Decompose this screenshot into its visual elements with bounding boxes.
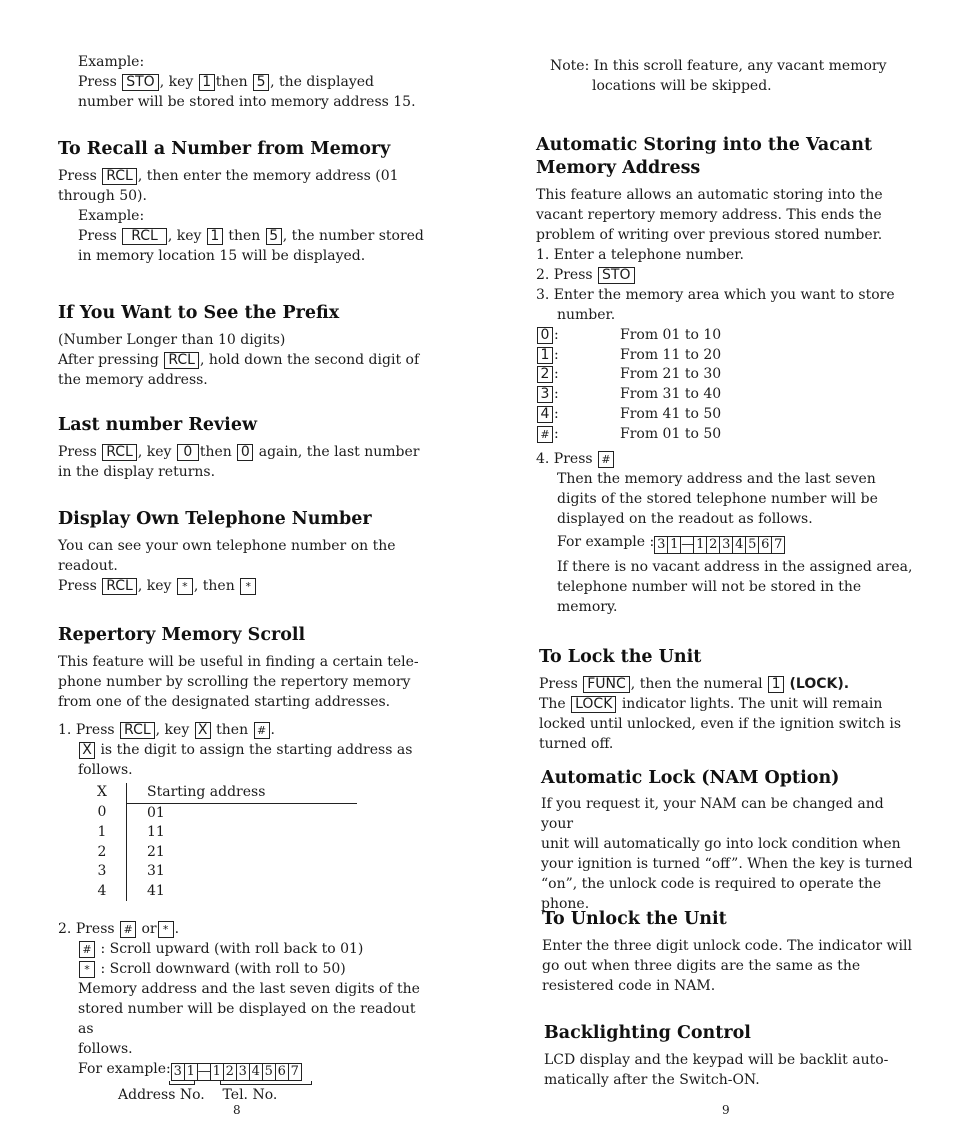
- backlight-section: [544, 1022, 916, 1090]
- address-brace: [169, 1081, 195, 1085]
- display-readout: [654, 536, 785, 554]
- scroll-line-3: from one of the designated starting addresses.: [58, 694, 391, 710]
- auto-store-step-4: 4. Press #: [536, 449, 916, 469]
- scroll-step-1: 1. Press RCL , key X then # .: [58, 722, 275, 738]
- memory-area-row: 3 : From 31 to 40: [536, 385, 916, 405]
- recall-example-line: Press RCL , key 1 then 5 , the number stored: [78, 228, 424, 244]
- rcl-key: RCL: [122, 228, 167, 245]
- readout-digit: —: [681, 537, 695, 553]
- prefix-line-3: the memory address.: [58, 372, 208, 388]
- scroll-for-example: For example: 3 1 — 1 2 3 4 5 6 7: [58, 1059, 428, 1081]
- unlock-heading: To Unlock the Unit: [542, 909, 727, 929]
- note-line-1: Note: In this scroll feature, any vacant memory: [550, 58, 887, 74]
- page-number-left: 8: [233, 1103, 241, 1117]
- readout-legend: Address No. Tel. No.: [118, 1087, 278, 1103]
- own-number-line-3: Press RCL , key * , then *: [58, 576, 428, 596]
- scroll-mem-line-2: stored number will be displayed on the readout as: [78, 1001, 416, 1037]
- area-range: From 11 to 20: [620, 346, 722, 363]
- scroll-mem-line-3: follows.: [78, 1041, 133, 1057]
- rcl-key: RCL: [120, 722, 155, 739]
- x-cell: 0: [78, 803, 127, 823]
- recall-example-label: Example:: [78, 208, 145, 224]
- x-cell: 4: [78, 882, 127, 902]
- area-key: 0: [537, 327, 553, 344]
- readout-braces: [58, 1081, 428, 1087]
- address-cell: 11: [147, 824, 165, 840]
- x-cell: 2: [78, 843, 127, 863]
- x-cell: X: [78, 783, 127, 803]
- hash-key: #: [598, 451, 614, 468]
- own-number-section: [58, 508, 428, 596]
- memory-area-list: [536, 326, 916, 444]
- rcl-key: RCL: [102, 168, 137, 185]
- then-line-2: digits of the stored telephone number will be: [557, 491, 878, 508]
- own-number-line-2: readout.: [58, 558, 118, 574]
- scroll-mem-line-1: Memory address and the last seven digits of the: [78, 981, 420, 997]
- readout-digit: 3: [172, 1064, 185, 1080]
- display-readout: [171, 1063, 302, 1081]
- auto-store-heading-1: Automatic Storing into the Vacant: [536, 135, 873, 155]
- scroll-star-desc: * : Scroll downward (with roll to 50): [58, 959, 428, 979]
- rcl-key: RCL: [164, 352, 199, 369]
- auto-store-step-3b: number.: [557, 307, 616, 323]
- auto-store-section: [536, 134, 916, 617]
- auto-store-line-3: problem of writing over previous stored number.: [536, 227, 883, 243]
- star-key: *: [79, 961, 95, 978]
- right-for-example: For example : 3 1 — 1 2 3 4 5 6 7: [536, 532, 916, 554]
- key-1: 1: [207, 228, 223, 245]
- readout-digit: 3: [655, 537, 668, 553]
- memory-area-row: 2 : From 21 to 30: [536, 365, 916, 385]
- auto-store-step-1: 1. Enter a telephone number.: [536, 247, 744, 263]
- key-x: X: [79, 742, 95, 759]
- auto-store-step-3: 3. Enter the memory area which you want to store: [536, 287, 895, 303]
- address-cell: 31: [147, 863, 165, 879]
- readout-digit: 5: [746, 537, 759, 553]
- key-1: 1: [199, 74, 215, 91]
- tel-brace: [220, 1081, 312, 1085]
- vacant-line-3: memory.: [557, 599, 618, 616]
- auto-lock-line-1: If you request it, your NAM can be changed and your: [541, 796, 884, 832]
- memory-area-row: 4 : From 41 to 50: [536, 405, 916, 425]
- unlock-line-2: go out when three digits are the same as the: [542, 958, 861, 974]
- recall-line-1: Press RCL , then enter the memory address (01: [58, 168, 399, 184]
- area-range: From 01 to 50: [620, 425, 722, 442]
- table-row: [78, 803, 357, 823]
- readout-digit: —: [197, 1064, 211, 1079]
- area-key: 1: [537, 347, 553, 364]
- recall-example-line-2: in memory location 15 will be displayed.: [78, 248, 366, 264]
- recall-line-2: through 50).: [58, 188, 147, 204]
- example-line: Press STO , key 1 then 5 , the displayed: [78, 74, 374, 90]
- area-key: #: [537, 426, 553, 443]
- auto-lock-heading: Automatic Lock (NAM Option): [541, 768, 840, 788]
- recall-section: [58, 138, 428, 266]
- last-review-heading: Last number Review: [58, 415, 258, 435]
- star-key: *: [240, 578, 256, 595]
- auto-lock-line-2: unit will automatically go into lock condition when: [541, 836, 901, 852]
- example-store: [58, 52, 428, 112]
- key-0: 0: [177, 444, 199, 461]
- prefix-section: [58, 302, 428, 390]
- scroll-heading: Repertory Memory Scroll: [58, 625, 306, 645]
- readout-digit: 1: [185, 1064, 198, 1080]
- own-number-heading: Display Own Telephone Number: [58, 509, 372, 529]
- scroll-line-2: phone number by scrolling the repertory memory: [58, 674, 411, 690]
- readout-digit: 1: [668, 537, 681, 553]
- unlock-line-1: Enter the three digit unlock code. The indicator will: [542, 938, 912, 954]
- table-row: [78, 882, 357, 902]
- prefix-line-1: (Number Longer than 10 digits): [58, 332, 286, 348]
- lock-heading: To Lock the Unit: [539, 647, 702, 667]
- lock-line-2: The LOCK indicator lights. The unit will remain: [539, 696, 883, 712]
- rcl-key: RCL: [102, 578, 137, 595]
- rcl-key: RCL: [102, 444, 137, 461]
- key-1: 1: [768, 676, 784, 693]
- auto-store-line-2: vacant repertory memory address. This ends the: [536, 207, 882, 223]
- example-line-2: number will be stored into memory address 15.: [78, 94, 416, 110]
- memory-area-row: 0 : From 01 to 10: [536, 326, 916, 346]
- lock-line-3: locked until unlocked, even if the ignition switch is: [539, 716, 902, 732]
- auto-lock-line-5: phone.: [541, 896, 590, 912]
- area-key: 3: [537, 386, 553, 403]
- recall-heading: To Recall a Number from Memory: [58, 139, 391, 159]
- auto-store-heading-2: Memory Address: [536, 158, 701, 178]
- readout-digit: 1: [211, 1064, 224, 1080]
- then-line-3: displayed on the readout as follows.: [557, 511, 813, 528]
- address-cell: 41: [147, 882, 165, 899]
- auto-store-step-2: 2. Press STO: [536, 265, 916, 285]
- readout-digit: 2: [707, 537, 720, 553]
- note-line-2: locations will be skipped.: [592, 78, 772, 94]
- readout-digit: 4: [733, 537, 746, 553]
- auto-lock-section: [541, 767, 916, 914]
- auto-lock-line-3: your ignition is turned “off”. When the key is turned: [541, 856, 913, 872]
- last-review-line-2: in the display returns.: [58, 464, 216, 480]
- unlock-section: [542, 908, 916, 996]
- backlight-heading: Backlighting Control: [544, 1023, 751, 1043]
- x-cell: 1: [78, 823, 127, 843]
- table-row: [78, 843, 357, 863]
- area-key: 2: [537, 366, 553, 383]
- readout-digit: 5: [263, 1064, 276, 1080]
- then-line-1: Then the memory address and the last seven: [557, 471, 876, 488]
- area-key: 4: [537, 406, 553, 423]
- star-key: *: [177, 578, 193, 595]
- key-x: X: [195, 722, 211, 739]
- example-label: Example:: [78, 54, 145, 70]
- backlight-line-1: LCD display and the keypad will be backlit auto-: [544, 1052, 889, 1068]
- key-5: 5: [266, 228, 282, 245]
- unlock-line-3: resistered code in NAM.: [542, 978, 716, 994]
- table-header-row: [78, 783, 357, 803]
- prefix-line-2: After pressing RCL , hold down the second digit of: [58, 352, 420, 368]
- readout-digit: 2: [224, 1064, 237, 1080]
- vacant-line-2: telephone number will not be stored in the: [557, 579, 862, 596]
- readout-digit: 1: [694, 537, 707, 553]
- vacant-line-1: If there is no vacant address in the assigned area,: [557, 559, 913, 576]
- last-review-section: [58, 414, 428, 482]
- prefix-heading: If You Want to See the Prefix: [58, 303, 340, 323]
- table-row: [78, 823, 357, 843]
- address-cell: Starting address: [127, 783, 358, 803]
- last-review-line-1: Press RCL , key 0 then 0 again, the last number: [58, 444, 420, 460]
- lock-section: [539, 646, 916, 754]
- note: [550, 56, 916, 96]
- own-number-line-1: You can see your own telephone number on the: [58, 538, 396, 554]
- hash-key: #: [254, 722, 270, 739]
- lock-line-1: Press FUNC , then the numeral 1 (LOCK).: [539, 676, 850, 692]
- func-key: FUNC: [583, 676, 630, 693]
- readout-digit: 6: [759, 537, 772, 553]
- address-cell: 01: [147, 804, 165, 821]
- x-cell: 3: [78, 862, 127, 882]
- area-range: From 01 to 10: [620, 327, 722, 343]
- sto-key: STO: [122, 74, 158, 91]
- key-0: 0: [237, 444, 253, 461]
- area-range: From 21 to 30: [620, 366, 722, 383]
- area-range: From 31 to 40: [620, 386, 722, 403]
- star-key: *: [158, 921, 174, 938]
- auto-store-line-1: This feature allows an automatic storing into the: [536, 187, 883, 203]
- auto-lock-line-4: “on”, the unlock code is required to operate the: [541, 876, 882, 892]
- readout-digit: 3: [237, 1064, 250, 1080]
- readout-digit: 7: [290, 1064, 299, 1079]
- readout-digit: 4: [250, 1064, 263, 1080]
- page-number-right: 9: [722, 1103, 730, 1117]
- scroll-x-desc-2: follows.: [78, 762, 133, 778]
- table-row: [78, 862, 357, 882]
- memory-area-row: # : From 01 to 50: [536, 425, 916, 445]
- lock-indicator: LOCK: [571, 696, 616, 713]
- readout-digit: 3: [720, 537, 733, 553]
- area-range: From 41 to 50: [620, 405, 722, 422]
- scroll-x-desc: X is the digit to assign the starting address as: [58, 740, 428, 760]
- hash-key: #: [120, 921, 136, 938]
- lock-line-4: turned off.: [539, 736, 614, 752]
- backlight-line-2: matically after the Switch-ON.: [544, 1072, 760, 1088]
- scroll-line-1: This feature will be useful in finding a certain tele-: [58, 654, 419, 670]
- memory-area-row: 1 : From 11 to 20: [536, 346, 916, 366]
- starting-address-table: [78, 783, 357, 901]
- readout-digit: 7: [774, 537, 783, 553]
- hash-key: #: [79, 941, 95, 958]
- scroll-section: [58, 624, 428, 1105]
- key-5: 5: [253, 74, 269, 91]
- address-cell: 21: [147, 843, 165, 860]
- readout-digit: 6: [276, 1064, 289, 1080]
- scroll-step-2: 2. Press # or * .: [58, 921, 180, 937]
- sto-key: STO: [598, 267, 634, 284]
- scroll-hash-desc: # : Scroll upward (with roll back to 01): [58, 939, 428, 959]
